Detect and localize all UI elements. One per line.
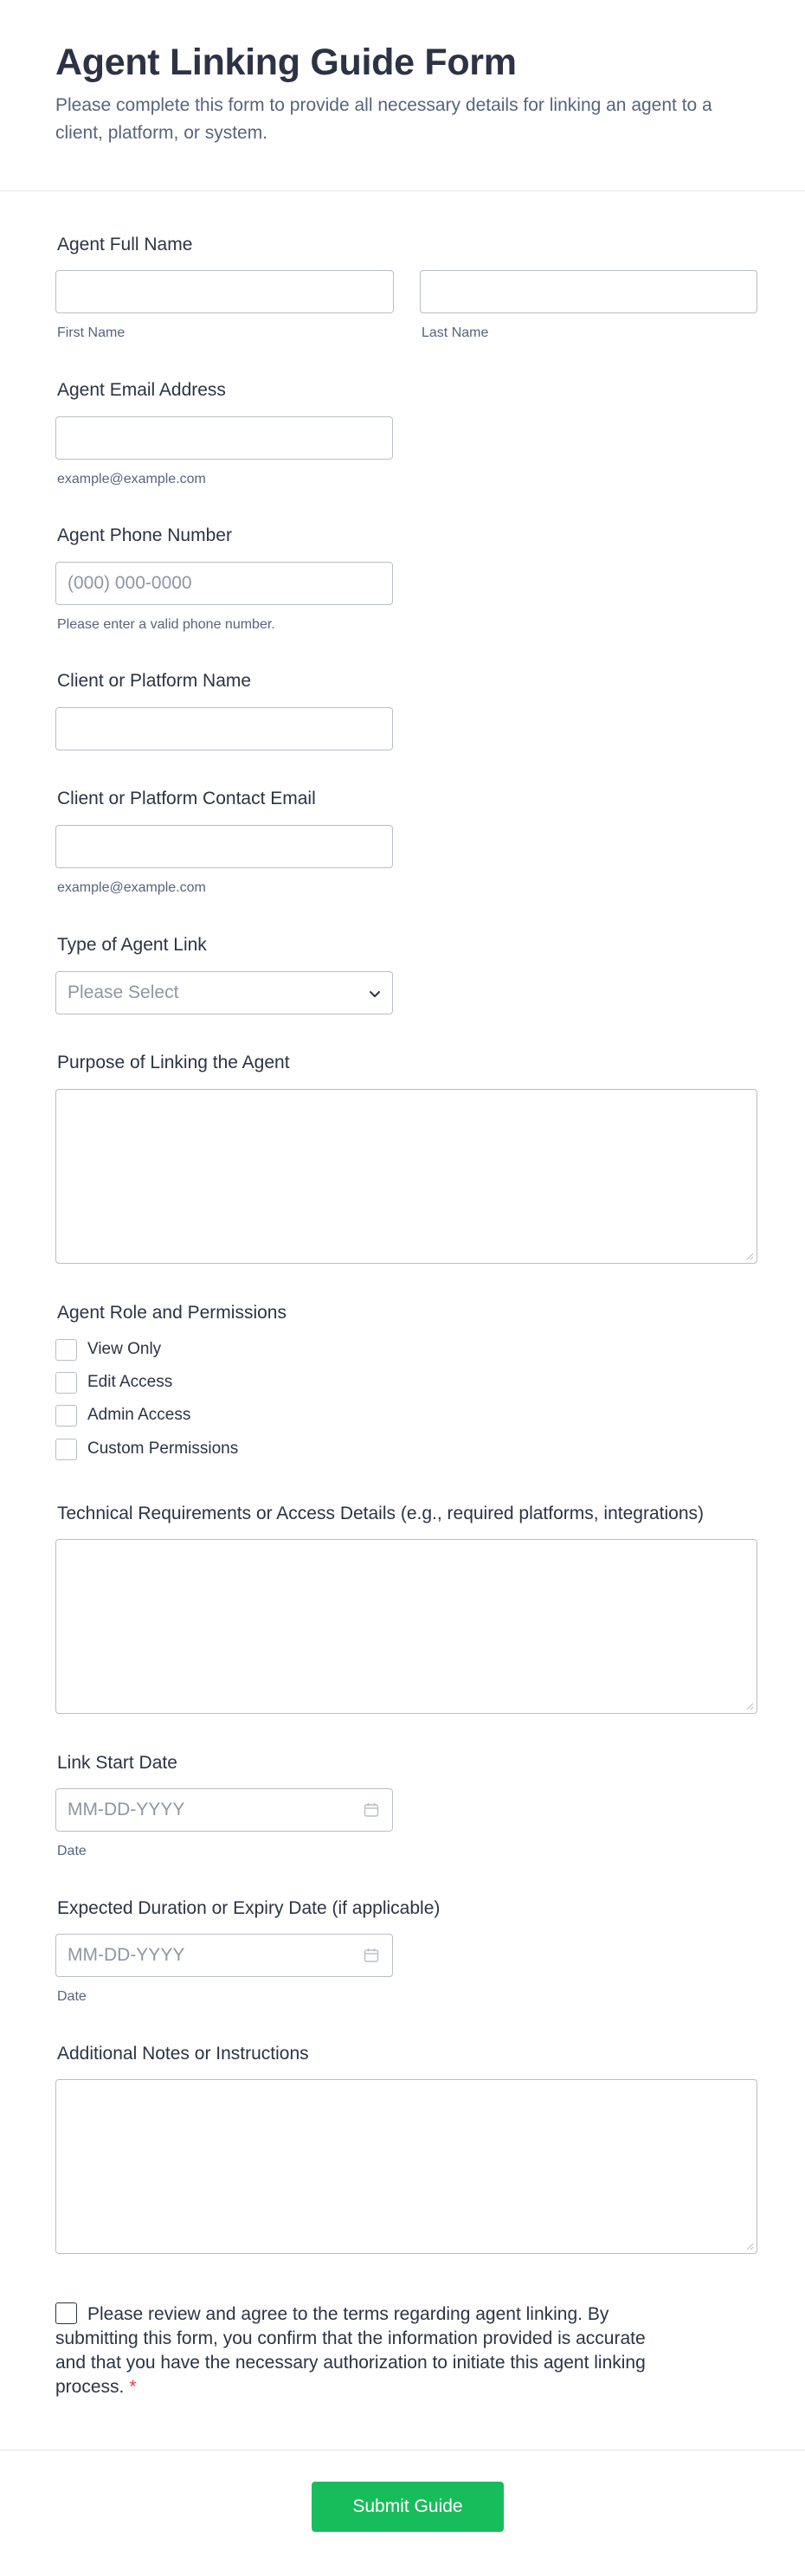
form-header xyxy=(0,0,805,191)
start-date-sublabel: Date xyxy=(57,1844,87,1858)
terms-agreement xyxy=(55,2302,670,2399)
permission-option-label: Admin Access xyxy=(87,1406,191,1424)
phone-placeholder: (000) 000-0000 xyxy=(68,573,192,593)
permission-option-custom[interactable] xyxy=(55,1438,238,1460)
phone-sublabel: Please enter a valid phone number. xyxy=(57,617,275,632)
terms-checkbox[interactable] xyxy=(55,2302,77,2324)
purpose-label: Purpose of Linking the Agent xyxy=(57,1053,290,1072)
permission-option-label: Custom Permissions xyxy=(87,1439,239,1458)
required-mark: * xyxy=(129,2377,137,2397)
calendar-icon[interactable] xyxy=(363,1801,380,1819)
notes-textarea[interactable] xyxy=(55,2079,757,2254)
email-input[interactable] xyxy=(55,416,393,460)
phone-label: Agent Phone Number xyxy=(57,525,232,545)
last-name-input[interactable] xyxy=(420,270,757,313)
notes-label: Additional Notes or Instructions xyxy=(57,2044,309,2064)
resize-grip-icon[interactable] xyxy=(745,2242,754,2251)
start-date-label: Link Start Date xyxy=(57,1753,177,1773)
tech-requirements-textarea[interactable] xyxy=(55,1539,757,1714)
checkbox[interactable] xyxy=(55,1339,77,1361)
calendar-icon[interactable] xyxy=(363,1947,380,1964)
permission-option-edit-access[interactable] xyxy=(55,1371,172,1394)
permission-option-label: View Only xyxy=(87,1340,162,1358)
expiry-date-input[interactable] xyxy=(55,1934,393,1977)
link-type-label: Type of Agent Link xyxy=(57,935,207,955)
first-name-input[interactable] xyxy=(55,270,394,313)
client-email-label: Client or Platform Contact Email xyxy=(57,789,316,808)
full-name-label: Agent Full Name xyxy=(57,235,193,254)
resize-grip-icon[interactable] xyxy=(745,1702,754,1710)
expiry-date-label: Expected Duration or Expiry Date (if applicable) xyxy=(57,1898,441,1918)
email-sublabel: example@example.com xyxy=(57,472,206,486)
phone-input[interactable] xyxy=(55,562,393,605)
email-label: Agent Email Address xyxy=(57,380,226,400)
resize-grip-icon[interactable] xyxy=(745,1252,754,1260)
chevron-down-icon xyxy=(366,985,383,1002)
form-title: Agent Linking Guide Form xyxy=(55,42,517,83)
client-name-input[interactable] xyxy=(55,707,393,750)
expiry-date-sublabel: Date xyxy=(57,1989,87,2004)
first-name-sublabel: First Name xyxy=(57,325,126,340)
link-type-select[interactable] xyxy=(55,971,393,1014)
client-email-sublabel: example@example.com xyxy=(57,880,206,895)
last-name-sublabel: Last Name xyxy=(422,325,489,340)
expiry-date-placeholder: MM-DD-YYYY xyxy=(68,1945,185,1965)
purpose-textarea[interactable] xyxy=(55,1089,757,1264)
submit-button[interactable]: Submit Guide xyxy=(312,2482,504,2532)
start-date-input[interactable] xyxy=(55,1788,393,1832)
checkbox[interactable] xyxy=(55,1372,77,1394)
form-subtitle: Please complete this form to provide all necessary details for linking an agent to a client, platform, or system. xyxy=(55,95,712,143)
checkbox[interactable] xyxy=(55,1439,77,1460)
permissions-label: Agent Role and Permissions xyxy=(57,1303,287,1323)
client-email-input[interactable] xyxy=(55,825,393,868)
form-footer xyxy=(0,2450,805,2576)
terms-text: Please review and agree to the terms regarding agent linking. By submitting this form, you confirm that the information provided is accurate and that you have the necessary authorization to initiate this agent linking process. xyxy=(55,2304,646,2397)
tech-requirements-label: Technical Requirements or Access Details (e.g., required platforms, integrations) xyxy=(57,1504,704,1523)
link-type-selected: Please Select xyxy=(68,982,179,1002)
permission-option-label: Edit Access xyxy=(87,1373,173,1391)
checkbox[interactable] xyxy=(55,1405,77,1426)
start-date-placeholder: MM-DD-YYYY xyxy=(68,1800,185,1819)
client-name-label: Client or Platform Name xyxy=(57,671,252,691)
permission-option-view-only[interactable] xyxy=(55,1338,161,1361)
permission-option-admin-access[interactable] xyxy=(55,1404,190,1426)
